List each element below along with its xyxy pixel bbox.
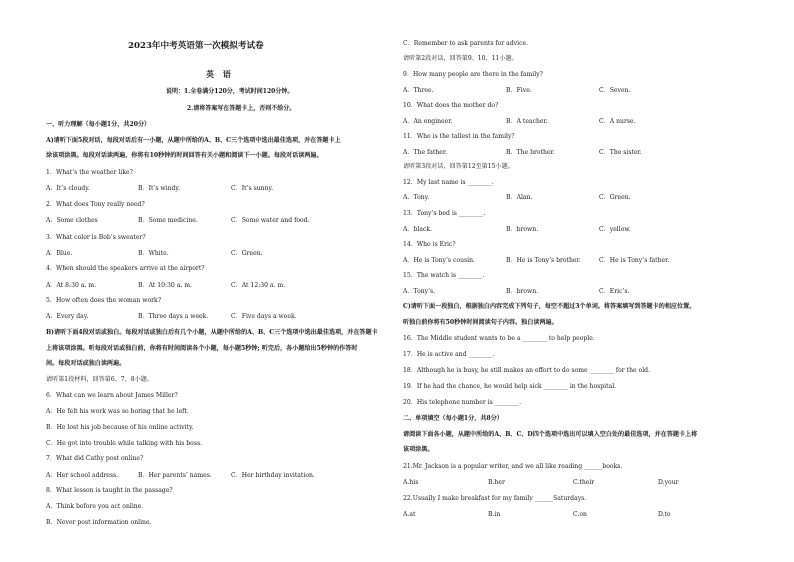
question-8: 8．What lesson is taught in the passage? [46,487,173,494]
question-15: 15．The watch is ________. [403,272,485,279]
q14-option-b: B．He is Tony’s brother. [506,257,581,264]
instruction-note-2: 2.请将答案写在答题卡上，否则不给分。 [187,105,296,112]
q22-option-b: B.in [488,511,501,518]
q13-option-a: A．black. [403,226,433,233]
question-1: 1．What’s the weather like? [46,169,133,176]
part2-instruction-line2: 该项涂黑。 [403,446,434,453]
q13-option-c: C．yellow. [599,226,631,233]
q6-option-a: A．He felt his work was so boring that he left. [46,408,189,415]
sectionC-instruction-line2: 听独白前你将有50秒钟时间阅读句子内容。独白读两遍。 [403,319,558,326]
part2-heading: 二、单项填空（每小题1分，共8分） [403,415,503,422]
q5-option-b: B．Three days a week. [138,313,209,320]
q2-option-c: C．Some water and food. [231,217,310,224]
instruction-note-1: 说明：1.全卷满分120分，考试时间120分钟。 [166,88,294,95]
question-21: 21.Mr. Jackson is a popular writer, and we all like reading ______books. [403,463,623,470]
q8-option-c: C．Remember to ask parents for advice. [403,40,529,47]
question-12: 12．My last name is ________. [403,179,494,186]
q11-option-b: B．The brother. [506,149,555,156]
question-9: 9．How many people are there in the family? [403,71,543,78]
listening-material-2-note: 请听第2段对话，回答第9、10、11小题。 [403,55,518,62]
subject-heading: 英 语 [206,69,234,79]
question-6: 6．What can we learn about James Miller? [46,392,178,399]
q10-option-a: A．An engineer. [403,118,453,125]
sectionC-instruction-line1: C)请听下面一段独白，根据独白内容完成下列句子，每空不超过3个单词。将答案填写到答题卡的相应位置。 [403,303,696,310]
q9-option-b: B．Five. [506,87,532,94]
q6-option-c: C．He got into trouble while talking with his boss. [46,440,203,447]
question-14: 14．Who is Eric? [403,241,456,248]
sectionA-instruction-line2: 涂该项涂黑。每段对话读两遍，你将有10秒钟的时间回答有关小题和阅读下一小题。每段对话读两遍。 [46,152,323,159]
q21-option-b: B.her [488,479,505,486]
sectionA-instruction-line1: A)请听下面5段对话，每段对话后有一小题，从题中所给的A、B、C三个选项中选出最佳选项，并在答题卡上 [46,137,341,144]
question-5: 5．How often does the woman work? [46,297,162,304]
q5-option-c: C．Five days a week. [231,313,297,320]
q6-option-b: B．He lost his job because of his online activity. [46,424,194,431]
question-16: 16．The Middle student wants to be a ________ to help people. [403,335,595,342]
question-13: 13．Tony’s bed is ________. [403,210,486,217]
q12-option-b: B．Alan. [506,194,533,201]
q1-option-a: A．It’s cloudy. [46,185,90,192]
exam-title: 2023年中考英语第一次模拟考试卷 [128,41,264,51]
q14-option-a: A．He is Tony’s cousin. [403,257,475,264]
question-2: 2．What does Tony really need? [46,201,145,208]
sectionB-instruction-line2: 上将该项涂黑。听每段对话或独白前，你将有时间阅读各个小题，每小题5秒钟; 听完后，各小题给出5秒钟的作答时 [46,345,358,352]
q21-option-a: A.his [403,479,419,486]
q1-option-c: C．It’s sunny. [231,185,274,192]
listening-material-1-note: 请听第1段材料，回答第6、7、8小题。 [46,376,153,383]
q3-option-c: C．Green. [231,250,263,257]
q15-option-a: A．Tony’s. [403,288,436,295]
q21-option-c: C.their [573,479,595,486]
q4-option-a: A．At 8:30 a. m. [46,282,97,289]
sectionB-instruction-line3: 间。每段对话或独白读两遍。 [46,360,126,367]
q11-option-a: A．The father. [403,149,448,156]
q10-option-b: B．A teacher. [506,118,548,125]
question-17: 17．He is active and ________. [403,351,495,358]
q11-option-c: C．The sister. [599,149,642,156]
question-7: 7．What did Cathy post online? [46,455,144,462]
q9-option-c: C．Seven. [599,87,631,94]
q5-option-a: A．Every day. [46,313,89,320]
q22-option-c: C.on [573,511,587,518]
q7-option-c: C．Her birthday invitation. [231,472,315,479]
q4-option-c: C．At 12:30 a. m. [231,282,286,289]
q12-option-c: C．Green. [599,194,631,201]
q12-option-a: A．Tony. [403,194,430,201]
q7-option-b: B．Her parents’ names. [138,472,212,479]
q22-option-a: A.at [403,511,416,518]
question-3: 3．What color is Bob’s sweater? [46,234,146,241]
q8-option-a: A．Think before you act online. [46,503,144,510]
q14-option-c: C．He is Tony’s father. [599,257,670,264]
q22-option-d: D.to [658,511,671,518]
q15-option-c: C．Eric’s. [599,288,630,295]
part2-instruction-line1: 请阅读下面各小题，从题中所给的A、B、C、D四个选项中选出可以填入空白处的最佳选项，并在答题卡上将 [403,431,698,438]
q1-option-b: B．It’s windy. [138,185,180,192]
q3-option-a: A．Blue. [46,250,73,257]
question-18: 18．Although he is busy, he still makes an effort to do some ________ for the old. [403,367,651,374]
q2-option-a: A．Some clothes [46,217,98,224]
listening-material-3-note: 请听第3段对话，回答第12至第15小题。 [403,163,514,170]
q7-option-a: A．Her school address. [46,472,119,479]
q9-option-a: A．Three. [403,87,434,94]
question-4: 4．When should the speakers arrive at the airport? [46,265,205,272]
q2-option-b: B．Some medicine. [138,217,198,224]
q3-option-b: B．White. [138,250,169,257]
q4-option-b: B．At 10:30 a. m. [138,282,192,289]
question-20: 20．His telephone number is ________. [403,399,522,406]
question-10: 10．What does the mother do? [403,102,499,109]
question-22: 22.Usually I make breakfast for my family ______Saturdays. [403,495,587,502]
part1-heading: 一、听力理解（每小题1分，共20分） [46,121,151,128]
q15-option-b: B．brown. [506,288,539,295]
q13-option-b: B．brown. [506,226,539,233]
q10-option-c: C．A nurse. [599,118,636,125]
q21-option-d: D.your [658,479,679,486]
question-19: 19．If he had the chance, he would help sick ________ in the hospital. [403,383,617,390]
sectionB-instruction-line1: B)请听下面4段对话或独白。每段对话或独白后有几个小题，从题中所给的A、B、C三个选项中选出最佳选项，并在答题卡 [46,329,378,336]
q8-option-b: B．Never post information online. [46,519,152,526]
question-11: 11．Who is the tallest in the family? [403,133,515,140]
